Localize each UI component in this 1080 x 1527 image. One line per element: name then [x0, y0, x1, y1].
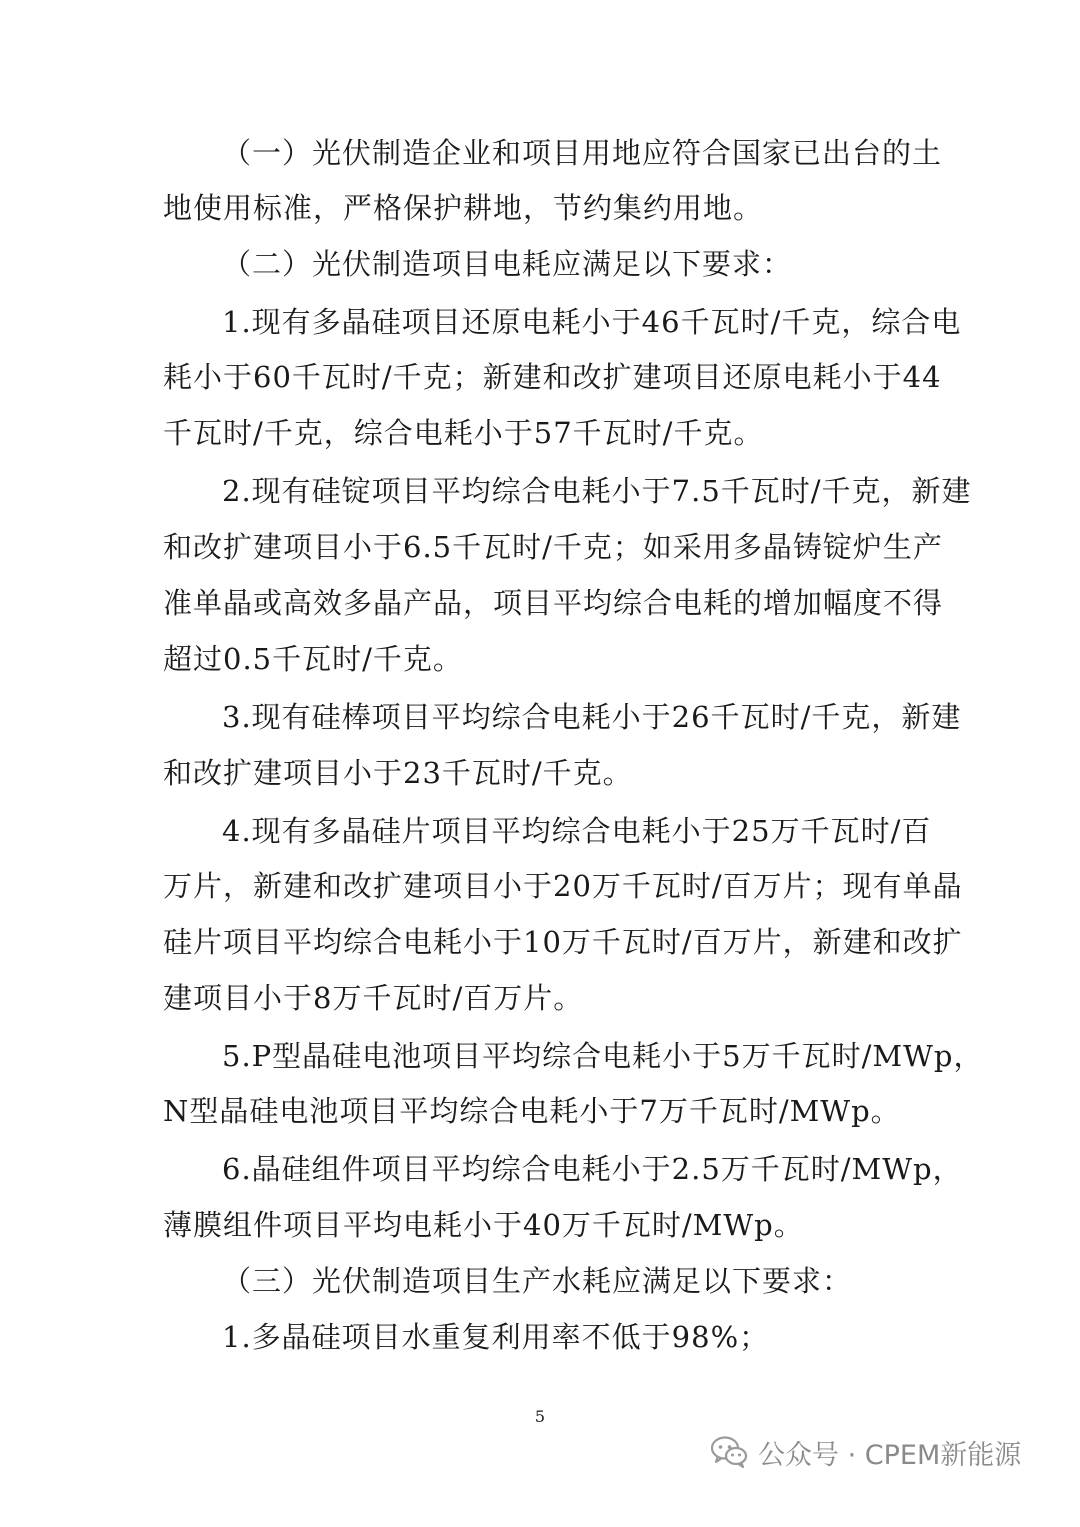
watermark-text: 公众号 · CPEM新能源	[758, 1439, 1022, 1471]
paragraph-line: 万片，新建和改扩建项目小于20万千瓦时/百万片；现有单晶	[163, 869, 963, 903]
paragraph-line: 和改扩建项目小于23千瓦时/千克。	[163, 756, 633, 790]
wechat-icon	[710, 1435, 748, 1469]
paragraph-line: 耗小于60千瓦时/千克；新建和改扩建项目还原电耗小于44	[163, 360, 942, 394]
paragraph-line: N型晶硅电池项目平均综合电耗小于7万千瓦时/MWp。	[163, 1094, 901, 1128]
paragraph-line: 千瓦时/千克，综合电耗小于57千瓦时/千克。	[163, 416, 764, 450]
paragraph-line: 3.现有硅棒项目平均综合电耗小于26千瓦时/千克，新建	[222, 700, 962, 734]
paragraph-line: 地使用标准，严格保护耕地，节约集约用地。	[163, 191, 764, 225]
paragraph-line: 2.现有硅锭项目平均综合电耗小于7.5千瓦时/千克，新建	[222, 474, 972, 508]
paragraph-line: 薄膜组件项目平均电耗小于40万千瓦时/MWp。	[163, 1208, 804, 1242]
section-heading: （三）光伏制造项目生产水耗应满足以下要求：	[222, 1264, 853, 1298]
paragraph-line: 建项目小于8万千瓦时/百万片。	[163, 981, 584, 1015]
paragraph-line: 4.现有多晶硅片项目平均综合电耗小于25万千瓦时/百	[222, 814, 932, 848]
paragraph-line: 准单晶或高效多晶产品，项目平均综合电耗的增加幅度不得	[163, 586, 944, 620]
paragraph-line: 5.P型晶硅电池项目平均综合电耗小于5万千瓦时/MWp，	[222, 1039, 984, 1073]
paragraph-line: 硅片项目平均综合电耗小于10万千瓦时/百万片，新建和改扩	[163, 925, 963, 959]
page-number: 5	[534, 1407, 546, 1426]
paragraph-line: 超过0.5千瓦时/千克。	[163, 642, 463, 676]
watermark	[710, 1427, 1021, 1477]
paragraph-line: 和改扩建项目小于6.5千瓦时/千克；如采用多晶铸锭炉生产	[163, 530, 943, 564]
paragraph-line: 1.现有多晶硅项目还原电耗小于46千瓦时/千克，综合电	[222, 305, 962, 339]
paragraph-line: （一）光伏制造企业和项目用地应符合国家已出台的土	[222, 136, 943, 170]
paragraph-line: 1.多晶硅项目水重复利用率不低于98%；	[222, 1320, 770, 1354]
section-heading: （二）光伏制造项目电耗应满足以下要求：	[222, 247, 793, 281]
paragraph-line: 6.晶硅组件项目平均综合电耗小于2.5万千瓦时/MWp，	[222, 1152, 963, 1186]
